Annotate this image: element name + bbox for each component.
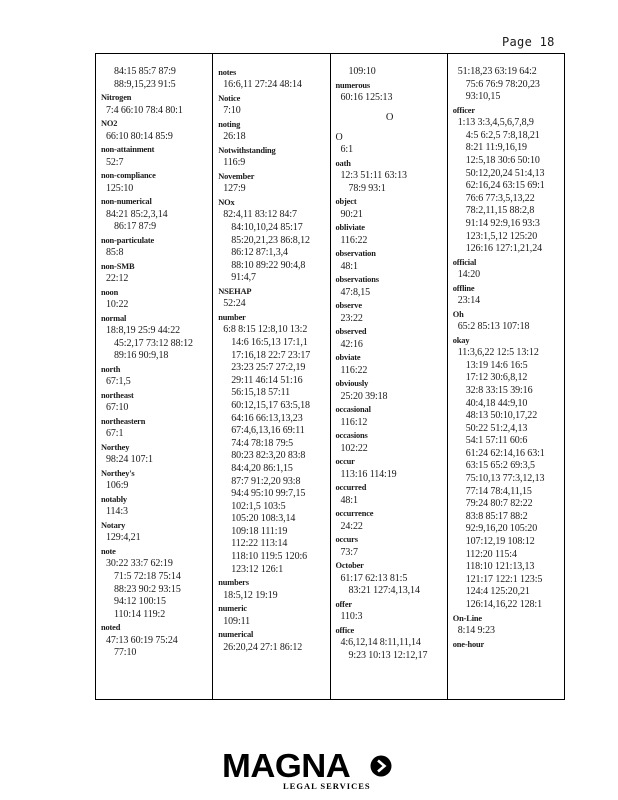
index-entry	[218, 196, 326, 285]
index-page-references: 124:4 125:20,21	[465, 586, 530, 598]
index-page-references: 26:20,24 27:1 86:12	[223, 641, 303, 653]
index-page-references: 85:8	[106, 247, 124, 259]
index-page-references: 91:4,7	[231, 272, 256, 284]
index-entry	[336, 247, 444, 273]
index-term: noon	[101, 287, 119, 297]
index-entry	[218, 66, 326, 92]
index-page-references: 60:16 125:13	[340, 92, 393, 103]
index-term: numbers	[218, 578, 249, 588]
index-entry	[101, 389, 209, 415]
index-term: obviate	[335, 353, 361, 363]
index-page-references: 65:2 85:13 107:18	[457, 321, 530, 333]
index-page-references: 90:21	[340, 208, 363, 220]
index-page-references: 127:9	[223, 183, 246, 195]
index-page-references: 93:10,15	[465, 91, 501, 103]
index-page-references: 109:18 111:19	[231, 525, 288, 537]
index-column-2	[212, 54, 329, 699]
index-term: noted	[101, 623, 121, 633]
index-page-references: 22:12	[106, 273, 129, 285]
index-page-references: 75:6 76:9 78:20,23	[465, 78, 540, 90]
index-page-references: 24:22	[340, 520, 363, 532]
index-page-references: 67:10	[106, 402, 129, 414]
index-page-references: 107:12,19 108:12	[465, 536, 535, 548]
index-page-references: 51:18,23 63:19 64:2	[457, 66, 537, 77]
index-entry	[453, 638, 561, 651]
index-page-references: 116:12	[340, 416, 368, 428]
index-page-references: 23:22	[340, 312, 363, 324]
index-term: October	[335, 561, 364, 571]
index-term: Notwithstanding	[218, 146, 276, 155]
index-entry	[101, 117, 209, 143]
index-page-references: 17:16,18 22:7 23:17	[231, 349, 311, 361]
index-entry	[336, 157, 444, 196]
index-entry	[101, 621, 209, 660]
index-term: occur	[335, 457, 355, 467]
index-entry	[101, 312, 209, 363]
index-page-references: 4:6,12,14 8:11,11,14	[340, 637, 421, 649]
index-entry	[218, 118, 326, 144]
index-page-references: 118:10 119:5 120:6	[231, 551, 308, 563]
index-entry	[453, 282, 561, 308]
page-number: Page 18	[502, 35, 555, 49]
index-page-references: 105:20 108:3,14	[231, 513, 296, 525]
index-term: official	[452, 257, 477, 267]
index-page-references: 80:23 82:3,20 83:8	[231, 450, 306, 462]
index-page-references: 92:9,16,20 105:20	[465, 523, 538, 535]
index-term: Nitrogen	[101, 93, 132, 103]
index-page-references: 67:4,6,13,16 69:11	[231, 425, 305, 437]
index-page-references: 12:5,18 30:6 50:10	[465, 154, 540, 166]
index-term: note	[101, 546, 116, 556]
index-page-references: 84:21 85:2,3,14	[106, 208, 168, 220]
index-page-references: 113:16 114:19	[340, 468, 397, 480]
index-page-references: 116:9	[223, 157, 246, 169]
index-page-references: 64:16 66:13,13,23	[231, 412, 303, 424]
index-page-references: 94:4 95:10 99:7,15	[231, 488, 306, 500]
index-entry	[101, 195, 209, 234]
index-entry	[101, 91, 209, 117]
index-page-references: 126:16 127:1,21,24	[465, 243, 543, 255]
index-page-references: 106:9	[106, 480, 129, 492]
index-page-references: 66:10 80:14 85:9	[106, 130, 173, 142]
index-page-references: 45:2,17 73:12 88:12	[114, 337, 193, 349]
index-entry	[101, 260, 209, 286]
index-page-references: 116:22	[340, 364, 368, 376]
index-term: O	[335, 131, 343, 143]
index-term: observation	[335, 249, 376, 259]
index-entry	[218, 144, 326, 170]
index-page-references: 48:1	[340, 494, 358, 506]
index-page-references: 29:11 46:14 51:16	[231, 374, 303, 386]
index-term: observations	[335, 275, 379, 285]
index-page-references: 109:10	[348, 66, 376, 77]
index-page-references: 26:18	[223, 131, 246, 143]
index-page-references: 8:21 11:9,16,19	[465, 142, 527, 154]
index-term: occurs	[335, 535, 358, 545]
index-page-references: 112:22 113:14	[231, 538, 288, 550]
index-term: officer	[452, 105, 475, 115]
index-page-references: 110:14 119:2	[114, 608, 166, 620]
index-page-references: 123:12 126:1	[231, 563, 284, 575]
index-page-references: 50:12,20,24 51:4,13	[465, 167, 545, 179]
index-page-references: 75:10,13 77:3,12,13	[465, 473, 545, 485]
index-page-references: 116:22	[340, 234, 368, 246]
index-term: occasional	[335, 405, 371, 415]
index-page-references: 14:20	[457, 269, 481, 281]
index-page-references: 61:24 62:14,16 63:1	[465, 447, 545, 459]
index-term: okay	[452, 335, 470, 345]
index-term: numeric	[218, 604, 247, 614]
index-page-references: 121:17 122:1 123:5	[465, 573, 543, 585]
index-letter-heading: O	[385, 111, 394, 123]
index-page-references: 67:1,5	[106, 376, 131, 388]
index-entry	[336, 299, 444, 325]
index-page-references: 110:3	[340, 611, 363, 623]
index-term: offer	[335, 599, 352, 609]
index-page-references: 62:16,24 63:15 69:1	[465, 180, 545, 192]
index-entry	[218, 92, 326, 118]
index-page-references: 6:8 8:15 12:8,10 13:2	[223, 324, 308, 336]
index-term: numerical	[218, 630, 254, 640]
index-page-references: 17:12 30:6,8,12	[465, 372, 528, 384]
index-term: observed	[335, 327, 367, 337]
index-page-references: 25:20 39:18	[340, 390, 388, 402]
index-term: north	[101, 364, 121, 374]
index-page-references: 16:6,11 27:24 48:14	[223, 79, 302, 91]
index-entry	[453, 612, 561, 638]
index-page-references: 47:13 60:19 75:24	[106, 634, 178, 646]
index-term: one-hour	[452, 639, 485, 649]
index-page-references: 87:7 91:2,20 93:8	[231, 475, 301, 487]
index-entry	[336, 221, 444, 247]
index-entry	[218, 602, 326, 628]
index-page-references: 125:10	[106, 182, 134, 194]
index-entry-continuation	[453, 66, 561, 104]
index-page-references: 61:17 62:13 81:5	[340, 572, 408, 584]
index-term: Notice	[218, 94, 241, 103]
index-term: object	[335, 197, 357, 207]
index-page-references: 9:23 10:13 12:12,17	[348, 649, 428, 661]
index-term: Northey's	[101, 468, 135, 478]
index-entry	[101, 493, 209, 519]
index-page-references: 88:23 90:2 93:15	[114, 583, 181, 595]
index-term: occasions	[335, 431, 368, 441]
index-entry	[336, 507, 444, 533]
index-entry	[101, 415, 209, 441]
index-column-4	[447, 54, 564, 699]
index-page-references: 23:23 25:7 27:2,19	[231, 362, 306, 374]
index-term: northeastern	[101, 416, 146, 426]
index-entry	[336, 79, 444, 105]
index-page-references: 82:4,11 83:12 84:7	[223, 209, 297, 221]
index-entry	[453, 308, 561, 334]
index-page-references: 32:8 33:15 39:16	[465, 384, 533, 396]
index-term: number	[218, 312, 246, 322]
index-term: oath	[335, 158, 351, 168]
index-page-references: 52:24	[223, 298, 246, 310]
index-term: Northey	[101, 442, 130, 452]
index-entry	[453, 334, 561, 612]
index-term: On-Line	[452, 613, 482, 623]
index-entry-continuation	[101, 66, 209, 91]
index-page-references: 7:10	[223, 105, 241, 117]
index-entry	[336, 533, 444, 559]
index-term: non-compliance	[101, 171, 156, 181]
index-entry	[453, 256, 561, 282]
index-term: northeast	[101, 390, 134, 400]
index-page-references: 67:1	[106, 428, 124, 440]
index-term: numerous	[335, 80, 370, 90]
index-term: NO2	[101, 119, 118, 129]
index-page-references: 14:6 16:5,13 17:1,1	[231, 336, 308, 348]
index-page-references: 88:9,15,23 91:5	[114, 78, 176, 90]
index-entry	[336, 403, 444, 429]
index-page-references: 88:10 89:22 90:4,8	[231, 259, 306, 271]
index-term: observe	[335, 301, 362, 311]
index-page-references: 12:3 51:11 63:13	[340, 170, 407, 181]
index-entry	[336, 377, 444, 403]
index-page-references: 71:5 72:18 75:14	[114, 570, 181, 582]
index-term: notes	[218, 68, 237, 77]
index-term: office	[335, 625, 355, 635]
index-page-references: 85:20,21,23 86:8,12	[231, 234, 310, 246]
index-page-references: 23:14	[457, 295, 481, 307]
index-page-references: 78:2,11,15 88:2,8	[465, 205, 535, 217]
index-page-references: 76:6 77:3,5,13,22	[465, 192, 535, 204]
index-term: normal	[101, 313, 127, 323]
index-page-references: 77:10	[114, 647, 137, 659]
index-term: non-particulate	[101, 235, 155, 245]
index-entry	[101, 363, 209, 389]
index-term: non-attainment	[101, 145, 155, 155]
index-term: NOx	[218, 198, 235, 207]
index-page-references: 47:8,15	[340, 286, 371, 298]
index-entry	[218, 628, 326, 654]
index-page-references: 84:4,20 86:1,15	[231, 462, 293, 474]
index-entry	[101, 143, 209, 169]
index-page-references: 60:12,15,17 63:5,18	[231, 399, 310, 411]
logo-subtitle: LEGAL SERVICES	[283, 781, 371, 791]
index-page-references: 84:15 85:7 87:9	[114, 66, 176, 77]
index-page-references: 83:21 127:4,13,14	[348, 585, 420, 597]
index-page-references: 114:3	[106, 506, 128, 518]
index-entry-continuation	[336, 66, 444, 79]
magna-logo	[222, 748, 397, 794]
word-index-table	[95, 53, 565, 700]
index-term: non-numerical	[101, 197, 152, 207]
index-entry	[336, 429, 444, 455]
index-page-references: 56:15,18 57:11	[231, 387, 291, 399]
index-entry	[336, 455, 444, 481]
index-entry	[453, 104, 561, 256]
index-page-references: 11:3,6,22 12:5 13:12	[457, 347, 539, 359]
index-entry	[336, 481, 444, 507]
index-entry	[336, 598, 444, 624]
index-entry	[101, 286, 209, 312]
index-page-references: 63:15 65:2 69:3,5	[465, 460, 535, 472]
index-term: occurrence	[335, 509, 374, 519]
index-entry	[101, 519, 209, 545]
index-page-references: 40:4,18 44:9,10	[465, 397, 528, 409]
index-page-references: 48:13 50:10,17,22	[465, 410, 538, 422]
index-term: occurred	[335, 483, 367, 493]
index-page-references: 102:1,5 103:5	[231, 500, 286, 512]
index-entry	[336, 624, 444, 663]
index-term: offline	[452, 283, 475, 293]
index-page-references: 73:7	[340, 546, 358, 558]
index-page-references: 6:1	[340, 144, 353, 155]
index-page-references: 74:4 78:18 79:5	[231, 437, 294, 449]
index-page-references: 102:22	[340, 442, 368, 454]
index-term: Oh	[452, 309, 464, 319]
index-term: noting	[218, 120, 241, 129]
index-term: obliviate	[335, 223, 365, 233]
index-entry	[101, 234, 209, 260]
logo-wordmark: MAGNA	[222, 747, 351, 784]
index-page-references: 91:14 92:9,16 93:3	[465, 217, 540, 229]
index-page-references: 118:10 121:13,13	[465, 561, 535, 573]
index-page-references: 84:10,10,24 85:17	[231, 222, 303, 233]
index-page-references: 126:14,16,22 128:1	[465, 599, 543, 610]
index-page-references: 8:14 9:23	[457, 625, 495, 636]
index-entry	[336, 273, 444, 299]
index-page-references: 94:12 100:15	[114, 596, 166, 608]
index-column-3	[330, 54, 447, 699]
index-page-references: 98:24 107:1	[106, 454, 153, 466]
index-page-references: 109:11	[223, 615, 251, 627]
index-page-references: 48:1	[340, 260, 358, 272]
index-entry	[101, 545, 209, 621]
index-entry	[336, 325, 444, 351]
index-entry	[218, 576, 326, 602]
index-page-references: 83:8 85:17 88:2	[465, 510, 528, 522]
index-term: November	[218, 172, 255, 181]
index-page-references: 13:19 14:6 16:5	[465, 359, 528, 371]
index-page-references: 77:14 78:4,11,15	[465, 485, 532, 497]
index-page-references: 79:24 80:7 82:22	[465, 498, 533, 510]
index-page-references: 1:13 3:3,4,5,6,7,8,9	[457, 117, 534, 129]
index-entry	[218, 285, 326, 311]
index-page-references: 78:9 93:1	[348, 182, 386, 194]
index-entry	[336, 131, 444, 157]
index-page-references: 89:16 90:9,18	[114, 350, 169, 362]
index-page-references: 4:5 6:2,5 7:8,18,21	[465, 129, 540, 141]
index-entry	[336, 351, 444, 377]
index-page-references: 129:4,21	[106, 532, 141, 544]
index-entry	[218, 311, 326, 576]
index-page-references: 86:12 87:1,3,4	[231, 247, 288, 259]
index-page-references: 18:5,12 19:19	[223, 589, 278, 601]
index-entry	[101, 441, 209, 467]
index-term: obviously	[335, 379, 369, 389]
index-page-references: 86:17 87:9	[114, 221, 157, 233]
index-page-references: 54:1 57:11 60:6	[465, 435, 528, 447]
index-page-references: 7:4 66:10 78:4 80:1	[106, 104, 183, 116]
index-entry	[218, 170, 326, 196]
index-term: NSEHAP	[218, 286, 252, 296]
index-page-references: 123:1,5,12 125:20	[465, 230, 538, 242]
index-page-references: 112:20 115:4	[465, 548, 517, 560]
index-page-references: 10:22	[106, 299, 129, 311]
index-column-1	[96, 54, 212, 699]
index-page-references: 50:22 51:2,4,13	[465, 422, 528, 434]
index-page-references: 42:16	[340, 338, 363, 350]
index-term: Notary	[101, 520, 126, 530]
index-entry	[336, 559, 444, 598]
index-entry	[336, 195, 444, 221]
index-term: non-SMB	[101, 261, 135, 271]
index-term: notably	[101, 494, 127, 504]
index-page-references: 52:7	[106, 156, 124, 168]
index-entry	[101, 169, 209, 195]
index-page-references: 30:22 33:7 62:19	[106, 558, 173, 570]
index-entry	[101, 467, 209, 493]
index-page-references: 18:8,19 25:9 44:22	[106, 325, 181, 337]
arrow-right-circle-icon	[370, 755, 392, 777]
